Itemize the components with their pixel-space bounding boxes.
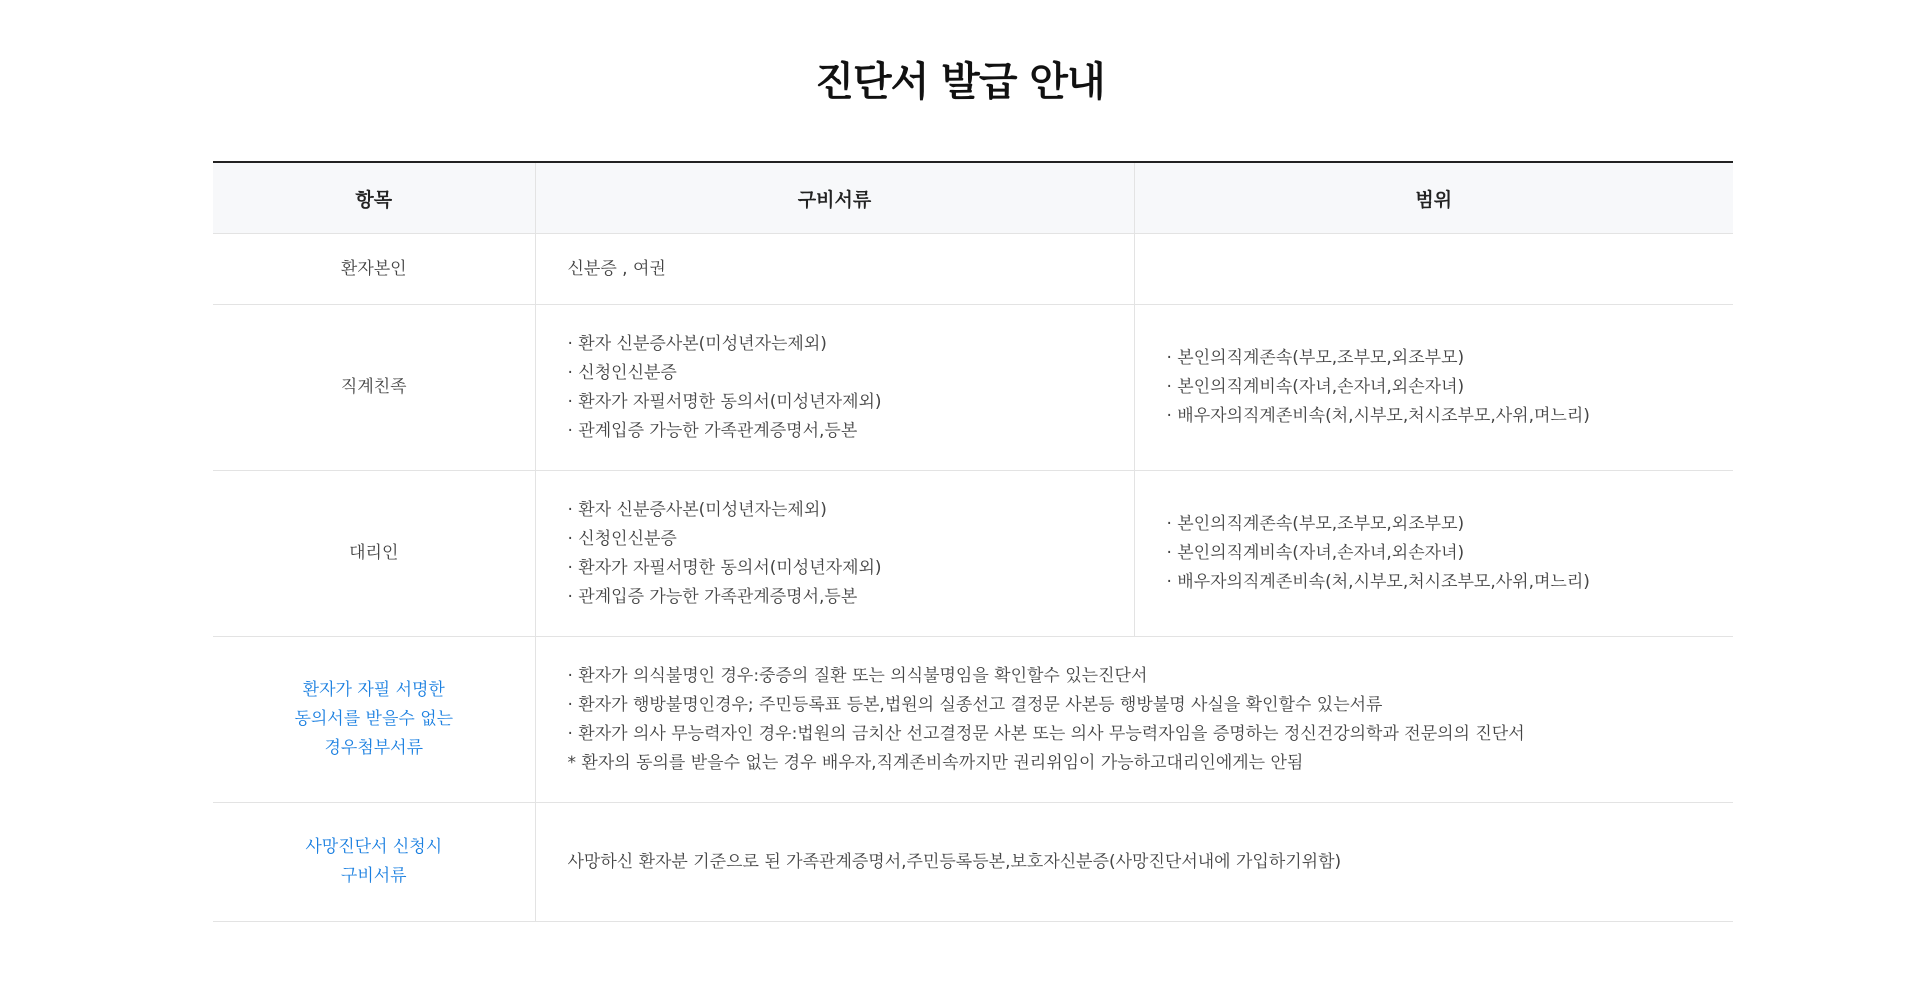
- document-item: · 신청인신분증: [567, 362, 677, 383]
- header-item: 항목: [213, 162, 535, 234]
- scope-item: · 본인의직계존속(부모,조부모,외조부모): [1166, 348, 1465, 368]
- document-item: 신분증 , 여권: [567, 258, 666, 279]
- document-item: 사망하신 환자분 기준으로 된 가족관계증명서,주민등록등본,보호자신분증(사망진단서내에 가입하기위함): [567, 851, 1342, 872]
- row-label: [213, 471, 535, 637]
- table-row-direct-family: [213, 305, 1733, 471]
- document-item: · 관계입증 가능한 가족관계증명서,등본: [567, 586, 858, 607]
- scope-item: · 본인의직계존속(부모,조부모,외조부모): [1166, 514, 1465, 534]
- row-label: [213, 234, 535, 305]
- scope-item: · 본인의직계비속(자녀,손자녀,외손자녀): [1166, 377, 1465, 397]
- row-label: [213, 637, 535, 803]
- table-row-consent-unavailable: [213, 637, 1733, 803]
- row-label-line: 구비서류: [340, 866, 407, 886]
- document-note: * 환자의 동의를 받을수 없는 경우 배우자,직계존비속까지만 권리위임이 가능하고대리인에게는 안됨: [567, 752, 1304, 773]
- row-label-line: 동의서를 받을수 없는: [294, 709, 454, 729]
- row-label: [213, 305, 535, 471]
- document-item: · 환자 신분증사본(미성년자는제외): [567, 333, 827, 354]
- document-item: · 환자가 의사 무능력자인 경우:법원의 금치산 선고결정문 사본 또는 의사 무능력자임을 증명하는 정신건강의학과 전문의의 진단서: [567, 723, 1525, 744]
- page-title: 진단서 발급 안내: [815, 59, 1105, 105]
- header-documents: 구비서류: [535, 162, 1134, 234]
- row-documents: [535, 637, 1733, 803]
- table-header-row: [213, 162, 1733, 234]
- document-item: · 관계입증 가능한 가족관계증명서,등본: [567, 420, 858, 441]
- row-label-line: 환자가 자필 서명한: [302, 680, 445, 700]
- document-item: · 신청인신분증: [567, 528, 677, 549]
- header-scope: 범위: [1134, 162, 1733, 234]
- row-documents: [535, 305, 1134, 471]
- row-documents: [535, 471, 1134, 637]
- row-scope: [1134, 305, 1733, 471]
- document-item: · 환자 신분증사본(미성년자는제외): [567, 499, 827, 520]
- row-label-line: 환자본인: [340, 258, 407, 279]
- scope-item: · 본인의직계비속(자녀,손자녀,외손자녀): [1166, 543, 1465, 563]
- scope-item: · 배우자의직계존비속(처,시부모,처시조부모,사위,며느리): [1166, 572, 1590, 592]
- table-row-agent: [213, 471, 1733, 637]
- table-row-death-certificate: [213, 803, 1733, 922]
- row-documents: [535, 803, 1733, 922]
- document-item: · 환자가 의식불명인 경우:중증의 질환 또는 의식불명임을 확인할수 있는진단서: [567, 665, 1148, 686]
- row-label-line: 사망진단서 신청시: [305, 837, 443, 857]
- row-documents: [535, 234, 1134, 305]
- row-label-line: 경우첨부서류: [324, 738, 424, 758]
- row-label: [213, 803, 535, 922]
- table-row-patient-self: [213, 234, 1733, 305]
- row-label-line: 대리인: [349, 543, 399, 563]
- document-guide-table: [213, 161, 1733, 922]
- document-item: · 환자가 자필서명한 동의서(미성년자제외): [567, 557, 882, 578]
- row-label-line: 직계친족: [340, 377, 407, 397]
- row-scope: [1134, 234, 1733, 305]
- document-item: · 환자가 자필서명한 동의서(미성년자제외): [567, 391, 882, 412]
- scope-item: · 배우자의직계존비속(처,시부모,처시조부모,사위,며느리): [1166, 406, 1590, 426]
- row-scope: [1134, 471, 1733, 637]
- document-item: · 환자가 행방불명인경우; 주민등록표 등본,법원의 실종선고 결정문 사본등 행방불명 사실을 확인할수 있는서류: [567, 694, 1383, 715]
